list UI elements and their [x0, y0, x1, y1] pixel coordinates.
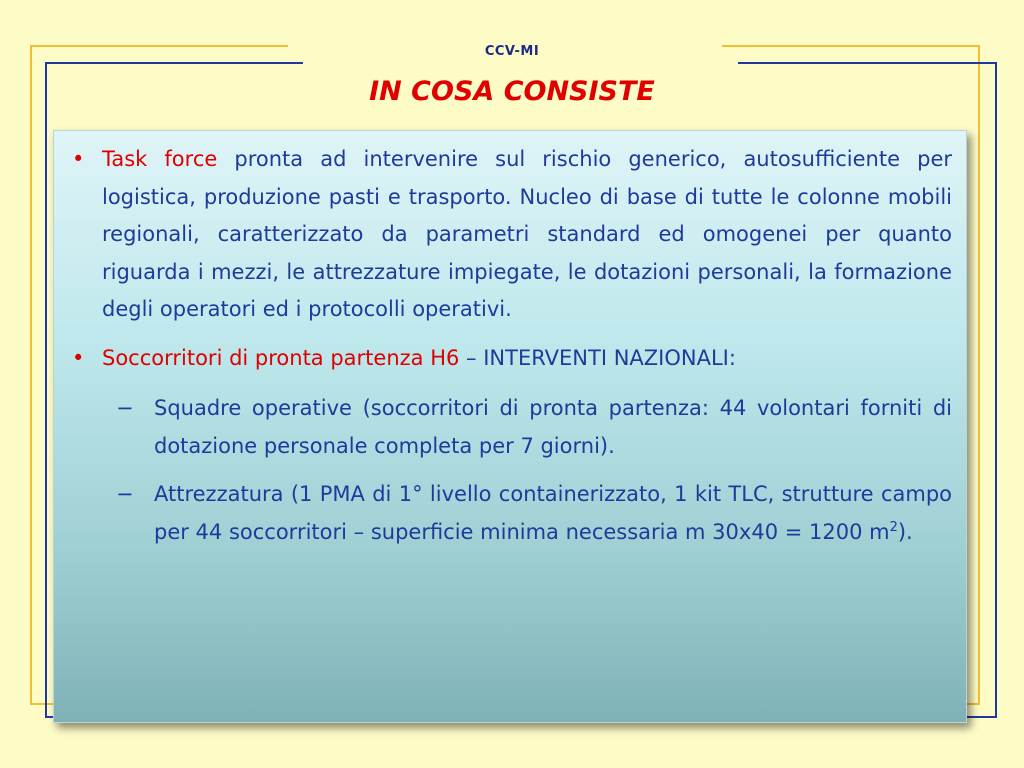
- frame-right-yellow: [978, 45, 980, 705]
- frame-left-yellow: [30, 45, 32, 705]
- bullet-highlight: Soccorritori di pronta partenza H6: [102, 345, 460, 370]
- bullet-text: – INTERVENTI NAZIONALI:: [459, 345, 736, 370]
- bullet-highlight: Task force: [102, 147, 218, 171]
- bullet-soccorritori: [68, 340, 952, 378]
- sub-marker: −: [116, 482, 134, 506]
- frame-left-blue: [45, 62, 47, 718]
- frame-top-right-blue: [738, 62, 997, 64]
- content-box: [53, 130, 967, 723]
- sub-item-squadre: [68, 390, 952, 465]
- frame-right-blue: [995, 62, 997, 718]
- slide-title: IN COSA CONSISTE: [369, 76, 655, 107]
- organization-label: CCV-MI: [484, 44, 540, 59]
- superscript: 2: [889, 519, 898, 535]
- sub-item-text: Attrezzatura (1 PMA di 1° livello containerizzato, 1 kit TLC, strutture campo per 44 soccorritori – superficie minima necessaria m 30x40 = 1200 m: [154, 482, 952, 544]
- sub-item-attrezzatura: [68, 476, 952, 551]
- bullet-marker: •: [72, 345, 85, 370]
- sub-item-text-end: ).: [897, 519, 913, 544]
- bullet-task-force: [68, 141, 952, 329]
- bullet-text: pronta ad intervenire sul rischio generico, autosufficiente per logistica, produzione pasti e trasporto. Nucleo di base di tutte le colonne mobili regionali, caratterizzato da parametri standard ed omogenei per quanto riguarda i mezzi, le attrezzature impiegate, le dotazioni personali, la formazione degli operatori ed i protocolli operativi.: [102, 147, 952, 321]
- sub-item-text: Squadre operative (soccorritori di pronta partenza: 44 volontari forniti di dotazione personale completa per 7 giorni).: [154, 396, 952, 458]
- sub-marker: −: [116, 396, 134, 420]
- bullet-marker: •: [72, 147, 85, 171]
- sub-list: [68, 390, 952, 551]
- frame-top-left-blue: [45, 62, 303, 64]
